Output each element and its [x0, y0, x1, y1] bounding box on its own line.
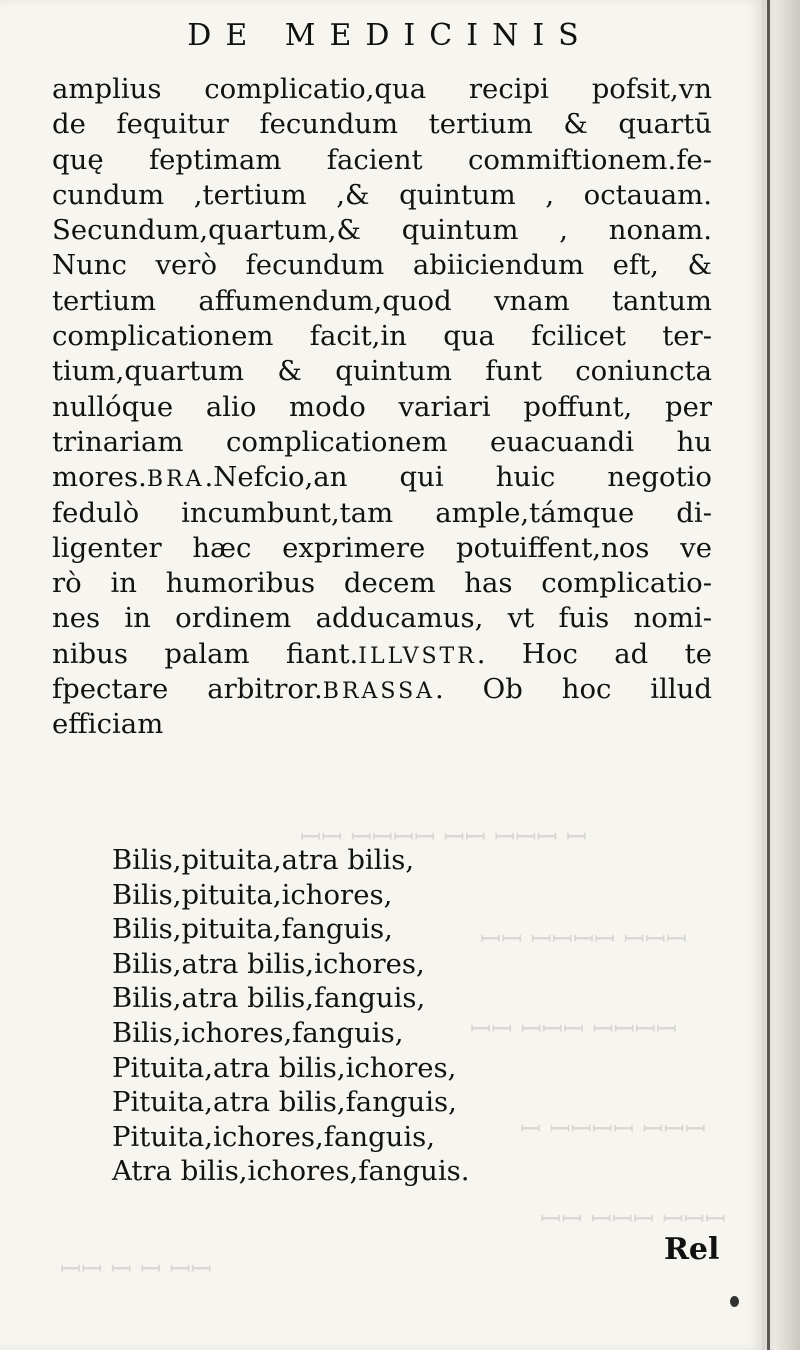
page-edge-shadow — [767, 0, 770, 1350]
list-item: Bilis,pituita,fanguis, — [112, 913, 393, 946]
speaker-name: BRA — [146, 467, 205, 493]
body-text — [52, 72, 712, 743]
text-line — [52, 284, 712, 319]
list-item: Bilis,ichores,fanguis, — [112, 1016, 404, 1049]
text-segment: nibus palam fiant. — [52, 637, 359, 670]
text-segment: .Nefcio,an qui huic negotio — [204, 461, 712, 494]
text-line — [52, 531, 712, 566]
humor-combination-list — [112, 843, 632, 1189]
text-line — [52, 72, 712, 107]
text-segment: tium,quartum & quintum funt coniuncta — [52, 355, 712, 388]
text-line — [52, 637, 712, 672]
text-line — [52, 566, 712, 601]
text-segment: fedulò incumbunt,tam ample,támque di- — [52, 496, 712, 529]
text-segment: ligenter hæc exprimere potuiffent,nos ve — [52, 531, 712, 564]
text-segment: efficiam — [52, 708, 164, 741]
text-segment: fpectare arbitror. — [52, 673, 323, 706]
text-segment: amplius complicatio,qua recipi pofsit,vn — [52, 73, 712, 105]
bleed-through-decoration: ꟷꟷꟷ ꟷꟷꟷꟷ ꟷꟷ — [480, 925, 688, 955]
list-item: Atra bilis,ichores,fanguis. — [112, 1155, 470, 1188]
text-line — [52, 496, 712, 531]
bleed-through-decoration: ꟷꟷꟷ ꟷꟷꟷꟷ ꟷ — [520, 1115, 706, 1145]
text-line — [52, 213, 712, 248]
bleed-through-decoration: ꟷꟷ ꟷ ꟷ ꟷꟷ — [60, 1255, 212, 1285]
text-segment: Nunc verò fecundum abiiciendum eft, & — [52, 249, 712, 282]
text-line — [52, 354, 712, 389]
text-segment: complicationem facit,in qua fcilicet ter- — [52, 320, 712, 353]
speaker-name: ILLVSTR — [358, 643, 477, 669]
text-segment: tertium affumendum,quod vnam tantum — [52, 284, 712, 317]
text-line — [52, 460, 712, 495]
list-item: Bilis,pituita,ichores, — [112, 878, 393, 911]
list-item: Bilis,atra bilis,fanguis, — [112, 982, 426, 1015]
text-line — [52, 248, 712, 283]
text-line — [52, 107, 712, 142]
text-line — [52, 319, 712, 354]
list-item: Pituita,atra bilis,fanguis, — [112, 1086, 457, 1119]
text-segment: rò in humoribus decem has complicatio- — [52, 567, 712, 600]
text-line — [52, 601, 712, 636]
text-segment: quę feptimam facient commiftionem.fe- — [52, 143, 712, 176]
text-segment: de fequitur fecundum tertium & quartū — [52, 108, 712, 141]
text-segment: Secundum,quartum,& quintum , nonam. — [52, 214, 712, 247]
list-item: Bilis,atra bilis,ichores, — [112, 947, 425, 980]
text-segment: . Ob hoc illud — [435, 673, 712, 706]
text-line — [52, 390, 712, 425]
text-segment: mores. — [52, 461, 147, 494]
bleed-through-decoration: ꟷꟷꟷ ꟷꟷꟷ ꟷꟷ — [540, 1205, 726, 1235]
list-item: Bilis,pituita,atra bilis, — [112, 844, 415, 876]
bleed-through-decoration: ꟷ ꟷꟷꟷ ꟷꟷ ꟷꟷꟷꟷ ꟷꟷ — [300, 823, 588, 853]
text-segment: . Hoc ad te — [476, 637, 712, 670]
ink-speck — [730, 1296, 739, 1307]
list-item: Pituita,ichores,fanguis, — [112, 1120, 436, 1153]
text-segment: trinariam complicationem euacuandi hu — [52, 425, 712, 458]
list-item: Pituita,atra bilis,ichores, — [112, 1051, 457, 1084]
text-line — [52, 672, 712, 707]
text-line — [52, 143, 712, 178]
speaker-name: BRASSA — [322, 679, 436, 705]
text-line — [52, 425, 712, 460]
text-segment: nes in ordinem adducamus, vt fuis nomi- — [52, 602, 712, 635]
text-segment: cundum ,tertium ,& quintum , octauam. — [52, 178, 712, 211]
catchword: Rel — [664, 1232, 720, 1267]
text-line — [52, 707, 712, 742]
running-head: DE MEDICINIS — [187, 18, 593, 53]
text-line — [52, 178, 712, 213]
text-segment: nullóque alio modo variari poffunt, per — [52, 390, 712, 423]
bleed-through-decoration: ꟷꟷꟷꟷ ꟷꟷꟷ ꟷꟷ — [470, 1015, 678, 1045]
